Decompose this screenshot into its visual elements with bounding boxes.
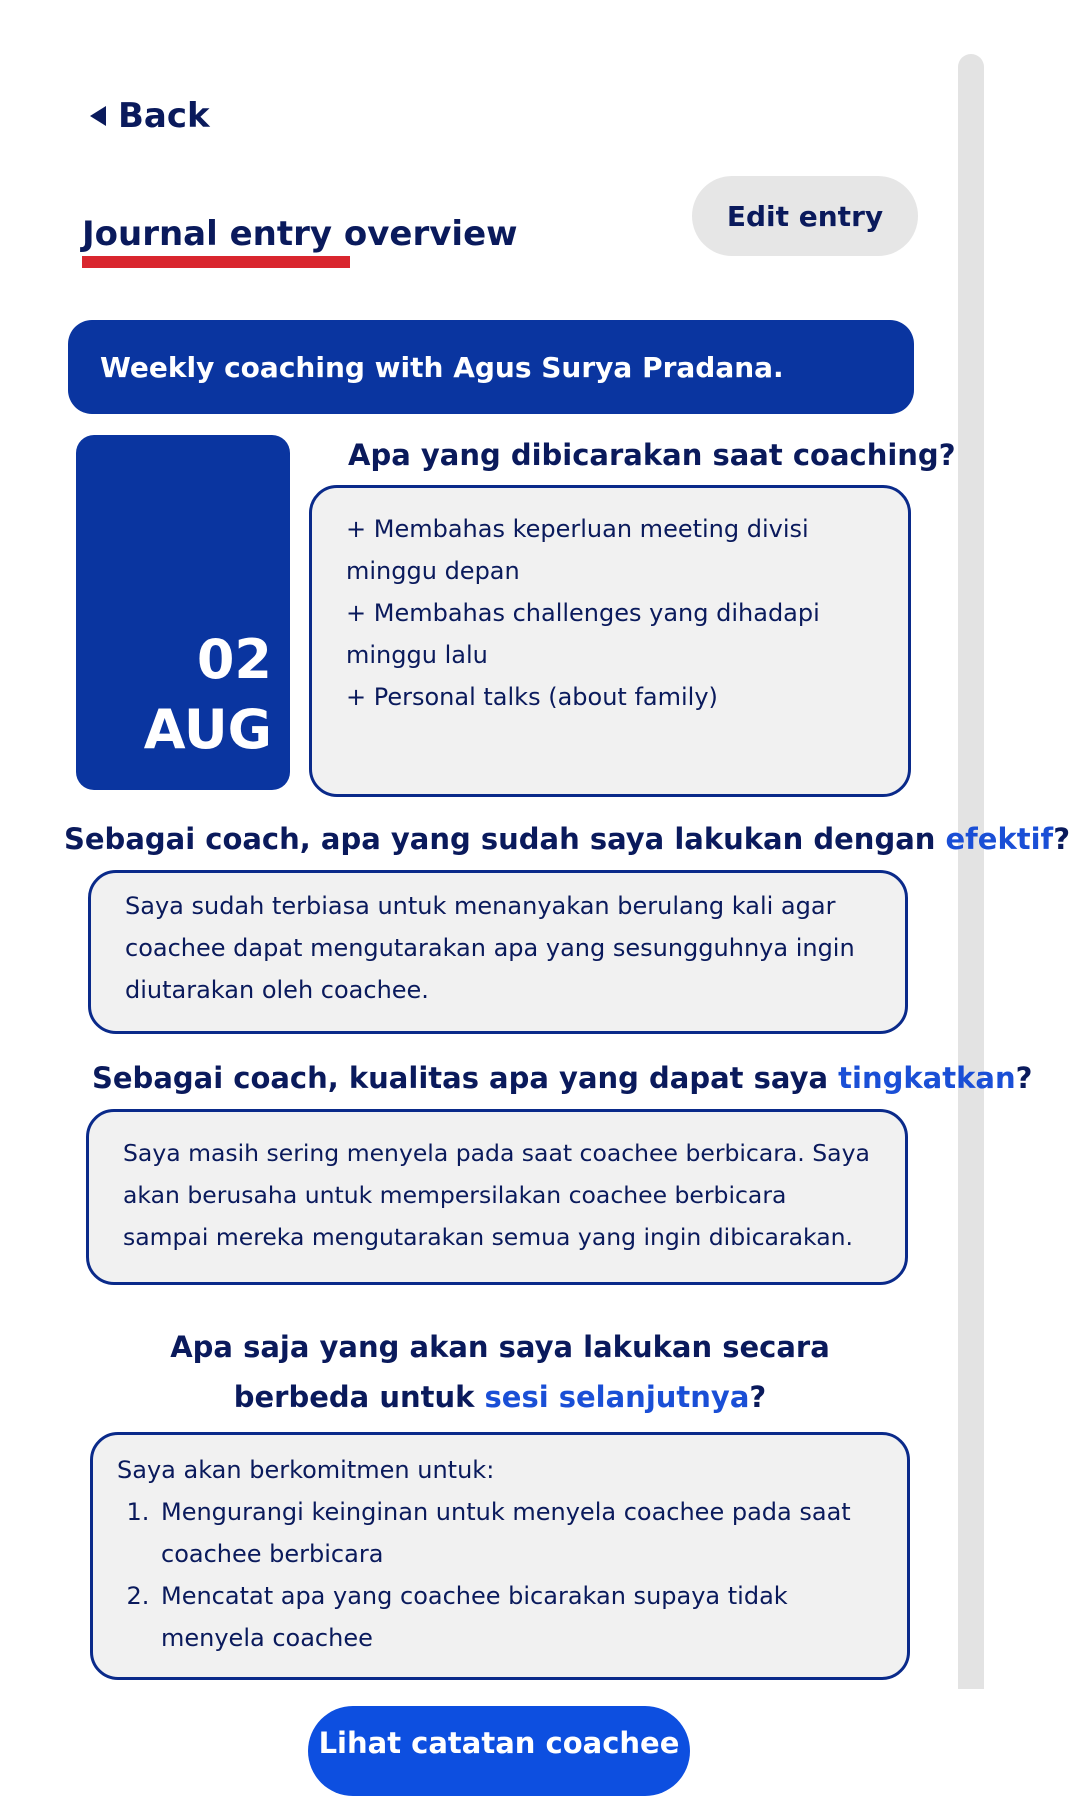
date-card [76,435,290,790]
question-topics: Apa yang dibicarakan saat coaching? [348,438,956,472]
back-arrow-icon [90,106,106,126]
view-coachee-notes-button[interactable]: Lihat catatan coachee [308,1706,690,1796]
answer-line: coachee dapat mengutarakan apa yang sesungguhnya ingin [125,934,855,962]
answer-intro: Saya akan berkomitmen untuk: [117,1456,495,1484]
edit-entry-button[interactable]: Edit entry [692,176,918,256]
answer-line: diutarakan oleh coachee. [125,976,429,1004]
list-item-line: coachee berbicara [161,1540,384,1568]
session-banner [68,320,914,414]
answer-effective [88,870,908,1034]
question-improve [92,1061,1032,1095]
question-suffix: ? [1053,822,1070,856]
date-month: AUG [143,698,272,761]
question-accent: efektif [945,822,1054,856]
question-suffix: ? [749,1380,767,1414]
scrollbar[interactable] [958,54,984,1689]
question-accent: sesi selanjutnya [484,1380,750,1414]
answer-topics [309,485,911,797]
answer-line: akan berusaha untuk mempersilakan coachee berbicara [123,1181,787,1209]
list-item-line: menyela coachee [161,1624,373,1652]
question-text: Sebagai coach, apa yang sudah saya lakukan dengan [64,822,946,856]
banner-text: Weekly coaching with Agus Surya Pradana. [100,350,784,384]
answer-line: + Membahas keperluan meeting divisi [346,515,809,543]
title-underline [82,256,350,268]
answer-line: sampai mereka mengutarakan semua yang ingin dibicarakan. [123,1223,853,1251]
answer-next-session [90,1432,910,1680]
question-accent: tingkatkan [838,1061,1016,1095]
back-link[interactable] [90,96,210,136]
answer-line: minggu depan [346,557,520,585]
commitment-list [117,1491,907,1659]
list-item [157,1491,907,1575]
answer-line: Saya sudah terbiasa untuk menanyakan berulang kali agar [125,892,836,920]
list-item [157,1575,907,1659]
page-title: Journal entry overview [82,214,518,254]
question-text: berbeda untuk [233,1380,485,1414]
back-label: Back [118,96,210,136]
answer-line: + Personal talks (about family) [346,683,718,711]
question-next-session [0,1322,1000,1422]
answer-line: minggu lalu [346,641,488,669]
answer-improve [86,1109,908,1285]
list-item-line: 1. Mengurangi keinginan untuk menyela coachee pada saat [161,1498,851,1526]
list-item-line: 2. Mencatat apa yang coachee bicarakan supaya tidak [161,1582,788,1610]
question-suffix: ? [1015,1061,1033,1095]
question-effective [64,822,1070,856]
question-text: Sebagai coach, kualitas apa yang dapat saya [92,1061,839,1095]
answer-line: + Membahas challenges yang dihadapi [346,599,820,627]
date-day: 02 [196,628,272,691]
answer-line: Saya masih sering menyela pada saat coachee berbicara. Saya [123,1139,870,1167]
question-line1: Apa saja yang akan saya lakukan secara [170,1330,830,1364]
